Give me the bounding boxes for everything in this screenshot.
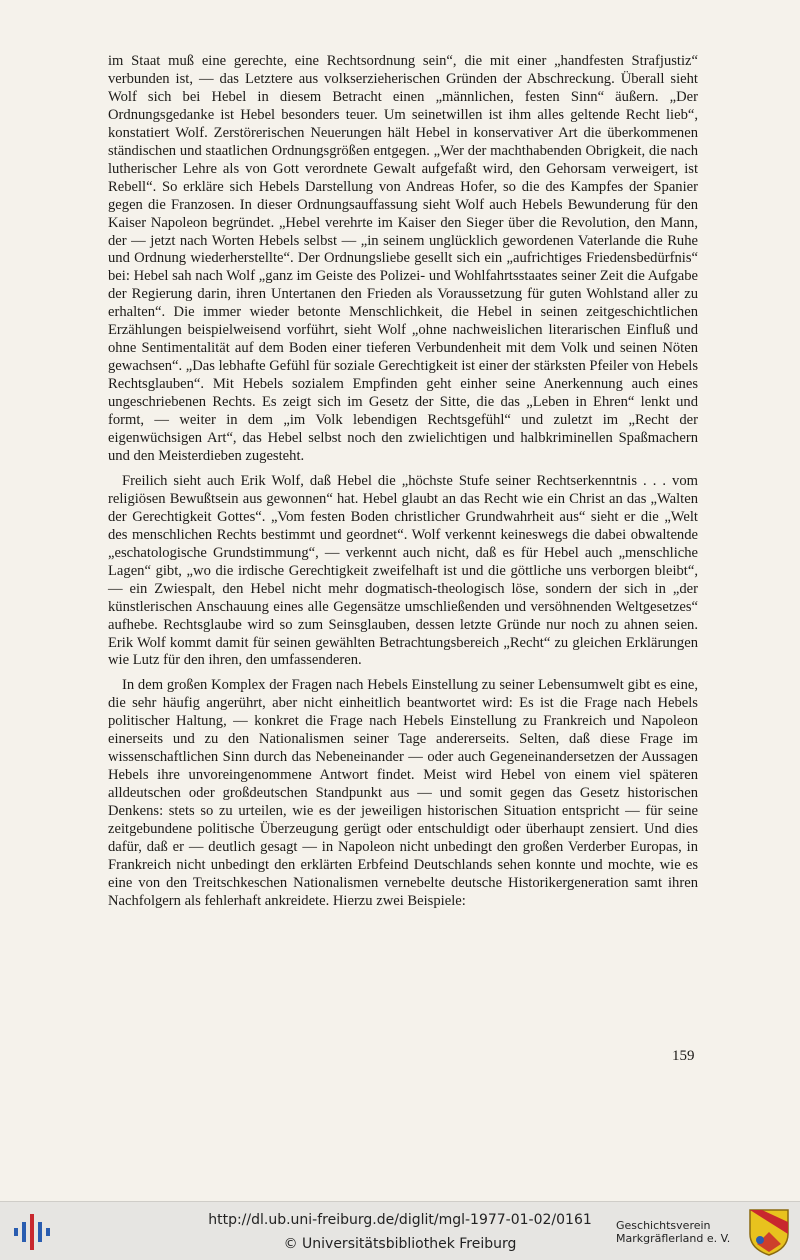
geschichtsverein-crest-icon (748, 1208, 790, 1256)
organization-line-1: Geschichtsverein (616, 1219, 711, 1232)
paragraph-1: im Staat muß eine gerechte, eine Rechtsordnung sein“, die mit einer „handfesten Strafjustiz“ verbunden ist, — das Letztere aus volkserzieherischen Gründen der Abschreckung. Überall sieht Wolf sich bei Hebel in diesem Betracht einen „männlichen, festen Sinn“ äußern. „Der Ordnungsgedanke ist Hebel besonders teuer. Um seinetwillen ist ihm alles geltende Recht lieb“, konstatiert Wolf. Zerstörerischen Neuerungen hält Hebel in konservativer Art die überkommenen ständischen und staatlichen Ordnungsgrößen entgegen. „Wer der machthabenden Obrigkeit, die nach lutherischer Lehre als von Gott verordnete Gewalt aufgefaßt wird, den Gehorsam verweigert, ist Rebell“. So erkläre sich Hebels Darstellung von Andreas Hofer, so die des Kampfes der Spanier gegen die Franzosen. In dieser Ordnungsauffassung sieht Wolf auch Hebels Bewunderung für den Kaiser Napoleon begründet. „Hebel verehrte im Kaiser den Sieger über die Revolution, den Mann, der — jetzt nach Worten Hebels selbst — „in seinem unglücklich gewordenen Vaterlande die Ruhe und Ordnung wiederherstellte“. Der Ordnungsliebe gesellt sich ein „aufrichtiges Friedensbedürfnis“ bei: Hebel sah nach Wolf „ganz im Geiste des Polizei- und Wohlfahrtsstaates seiner Zeit die Aufgabe der Regierung darin, ihren Untertanen den Frieden als Voraussetzung für guten Wohlstand aller zu erhalten“. Die immer wieder betonte Menschlichkeit, die Hebel in seinen zeitgeschichtlichen Erzählungen beispielweisend vorführt, sieht Wolf „ohne nachweislichen literarischen Einfluß und ohne Sentimentalität auf dem Boden einer tieferen Verbundenheit mit dem Volk und seinen Nöten gewachsen“. „Das lebhafte Gefühl für soziale Gerechtigkeit ist einer der stärksten Pfeiler von Hebels Rechtsglauben“. Mit Hebels sozialem Empfinden geht einher seine Anerkennung auch eines ungeschriebenen Rechts. Es zeigt sich im Gesetz der Sitte, die das „Leben in Ehren“ lenkt und formt, — weiter in dem „im Volk lebendigen Rechtsgefühl“ und zuletzt im „Recht der eigenwüchsigen Art“, das Hebel selbst noch den zwielichtigen und halbkriminellen Spaßmachern und den Meisterdieben zugesteht. (108, 53, 698, 464)
organization-line-2: Markgräflerland e. V. (616, 1232, 731, 1245)
paragraph-2: Freilich sieht auch Erik Wolf, daß Hebel die „höchste Stufe seiner Rechtserkenntnis . . . vom religiösen Bewußtsein aus gewonnen“ hat. Hebel glaubt an das Recht wie ein Christ an das „Walten der Gerechtigkeit Gottes“. „Vom festen Boden christlicher Grundwahrheit aus“ sieht er die „Welt des menschlichen Rechts bestimmt und geordnet“. Wolf verkennt keineswegs die dabei obwaltende „eschatologische Grundstimmung“, — verkennt auch nicht, daß es für Hebel auch „menschliche Lagen“ gibt, „wo die irdische Gerechtigkeit zweifelhaft ist und die göttliche uns verborgen bleibt“, — ein Zwiespalt, den Hebel nicht mehr dogmatisch-theologisch löse, sondern der sich in „der künstlerischen Anschauung eines alle Gegensätze umschließenden und versöhnenden Weltgesetzes“ aufhebe. Rechtsglaube wird so zum Seinsglauben, dessen letzte Gründe nur noch zu ahnen seien. Erik Wolf kommt damit für seinen gewählten Betrachtungsbereich „Recht“ zu gleichen Erklärungen wie Lutz für den ihren, den umfassenderen. (108, 472, 698, 669)
copyright-text: © Universitätsbibliothek Freiburg (283, 1236, 517, 1252)
ub-freiburg-logo-icon[interactable] (12, 1212, 52, 1252)
body-text (108, 53, 698, 918)
page-number: 159 (672, 1048, 695, 1064)
organization-name (616, 1219, 730, 1245)
source-url-link[interactable]: http://dl.ub.uni-freiburg.de/diglit/mgl-1977-01-02/0161 (208, 1212, 592, 1228)
footer-bar (0, 1201, 800, 1260)
paragraph-3: In dem großen Komplex der Fragen nach Hebels Einstellung zu seiner Lebensumwelt gibt es eine, die sehr häufig angerührt, aber nicht einheitlich beantwortet wird: Es ist die Frage nach Hebels politischer Haltung, — konkret die Frage nach Hebels Einstellung zu Frankreich und Napoleon einerseits und zu den Nationalismen seiner Tage andererseits. Selten, daß diese Frage im wissenschaftlichen Sinn durch das Nebeneinander — oder auch Gegeneinandersetzen der Aussagen Hebels ihre unvoreingenommene Antwort findet. Meist wird Hebel von einem viel späteren alldeutschen oder großdeutschen Standpunkt aus — und somit gegen das Gesetz historischen Denkens: stets so zu urteilen, wie es der jeweiligen historischen Situation entspricht — für seine zeitgebundene politische Überzeugung gerügt oder entschuldigt oder überhaupt zensiert. Und dies dafür, daß er — deutlich gesagt — in Napoleon nicht unbedingt den großen Verderber Europas, in Frankreich nicht unbedingt den erklärten Erbfeind Deutschlands sehen konnte und mochte, wie es eine von den Treitschkeschen Nationalismen vernebelte deutsche Historikergeneration samt ihren Nachfolgern als fehlerhaft ankreidete. Hierzu zwei Beispiele: (108, 677, 698, 909)
